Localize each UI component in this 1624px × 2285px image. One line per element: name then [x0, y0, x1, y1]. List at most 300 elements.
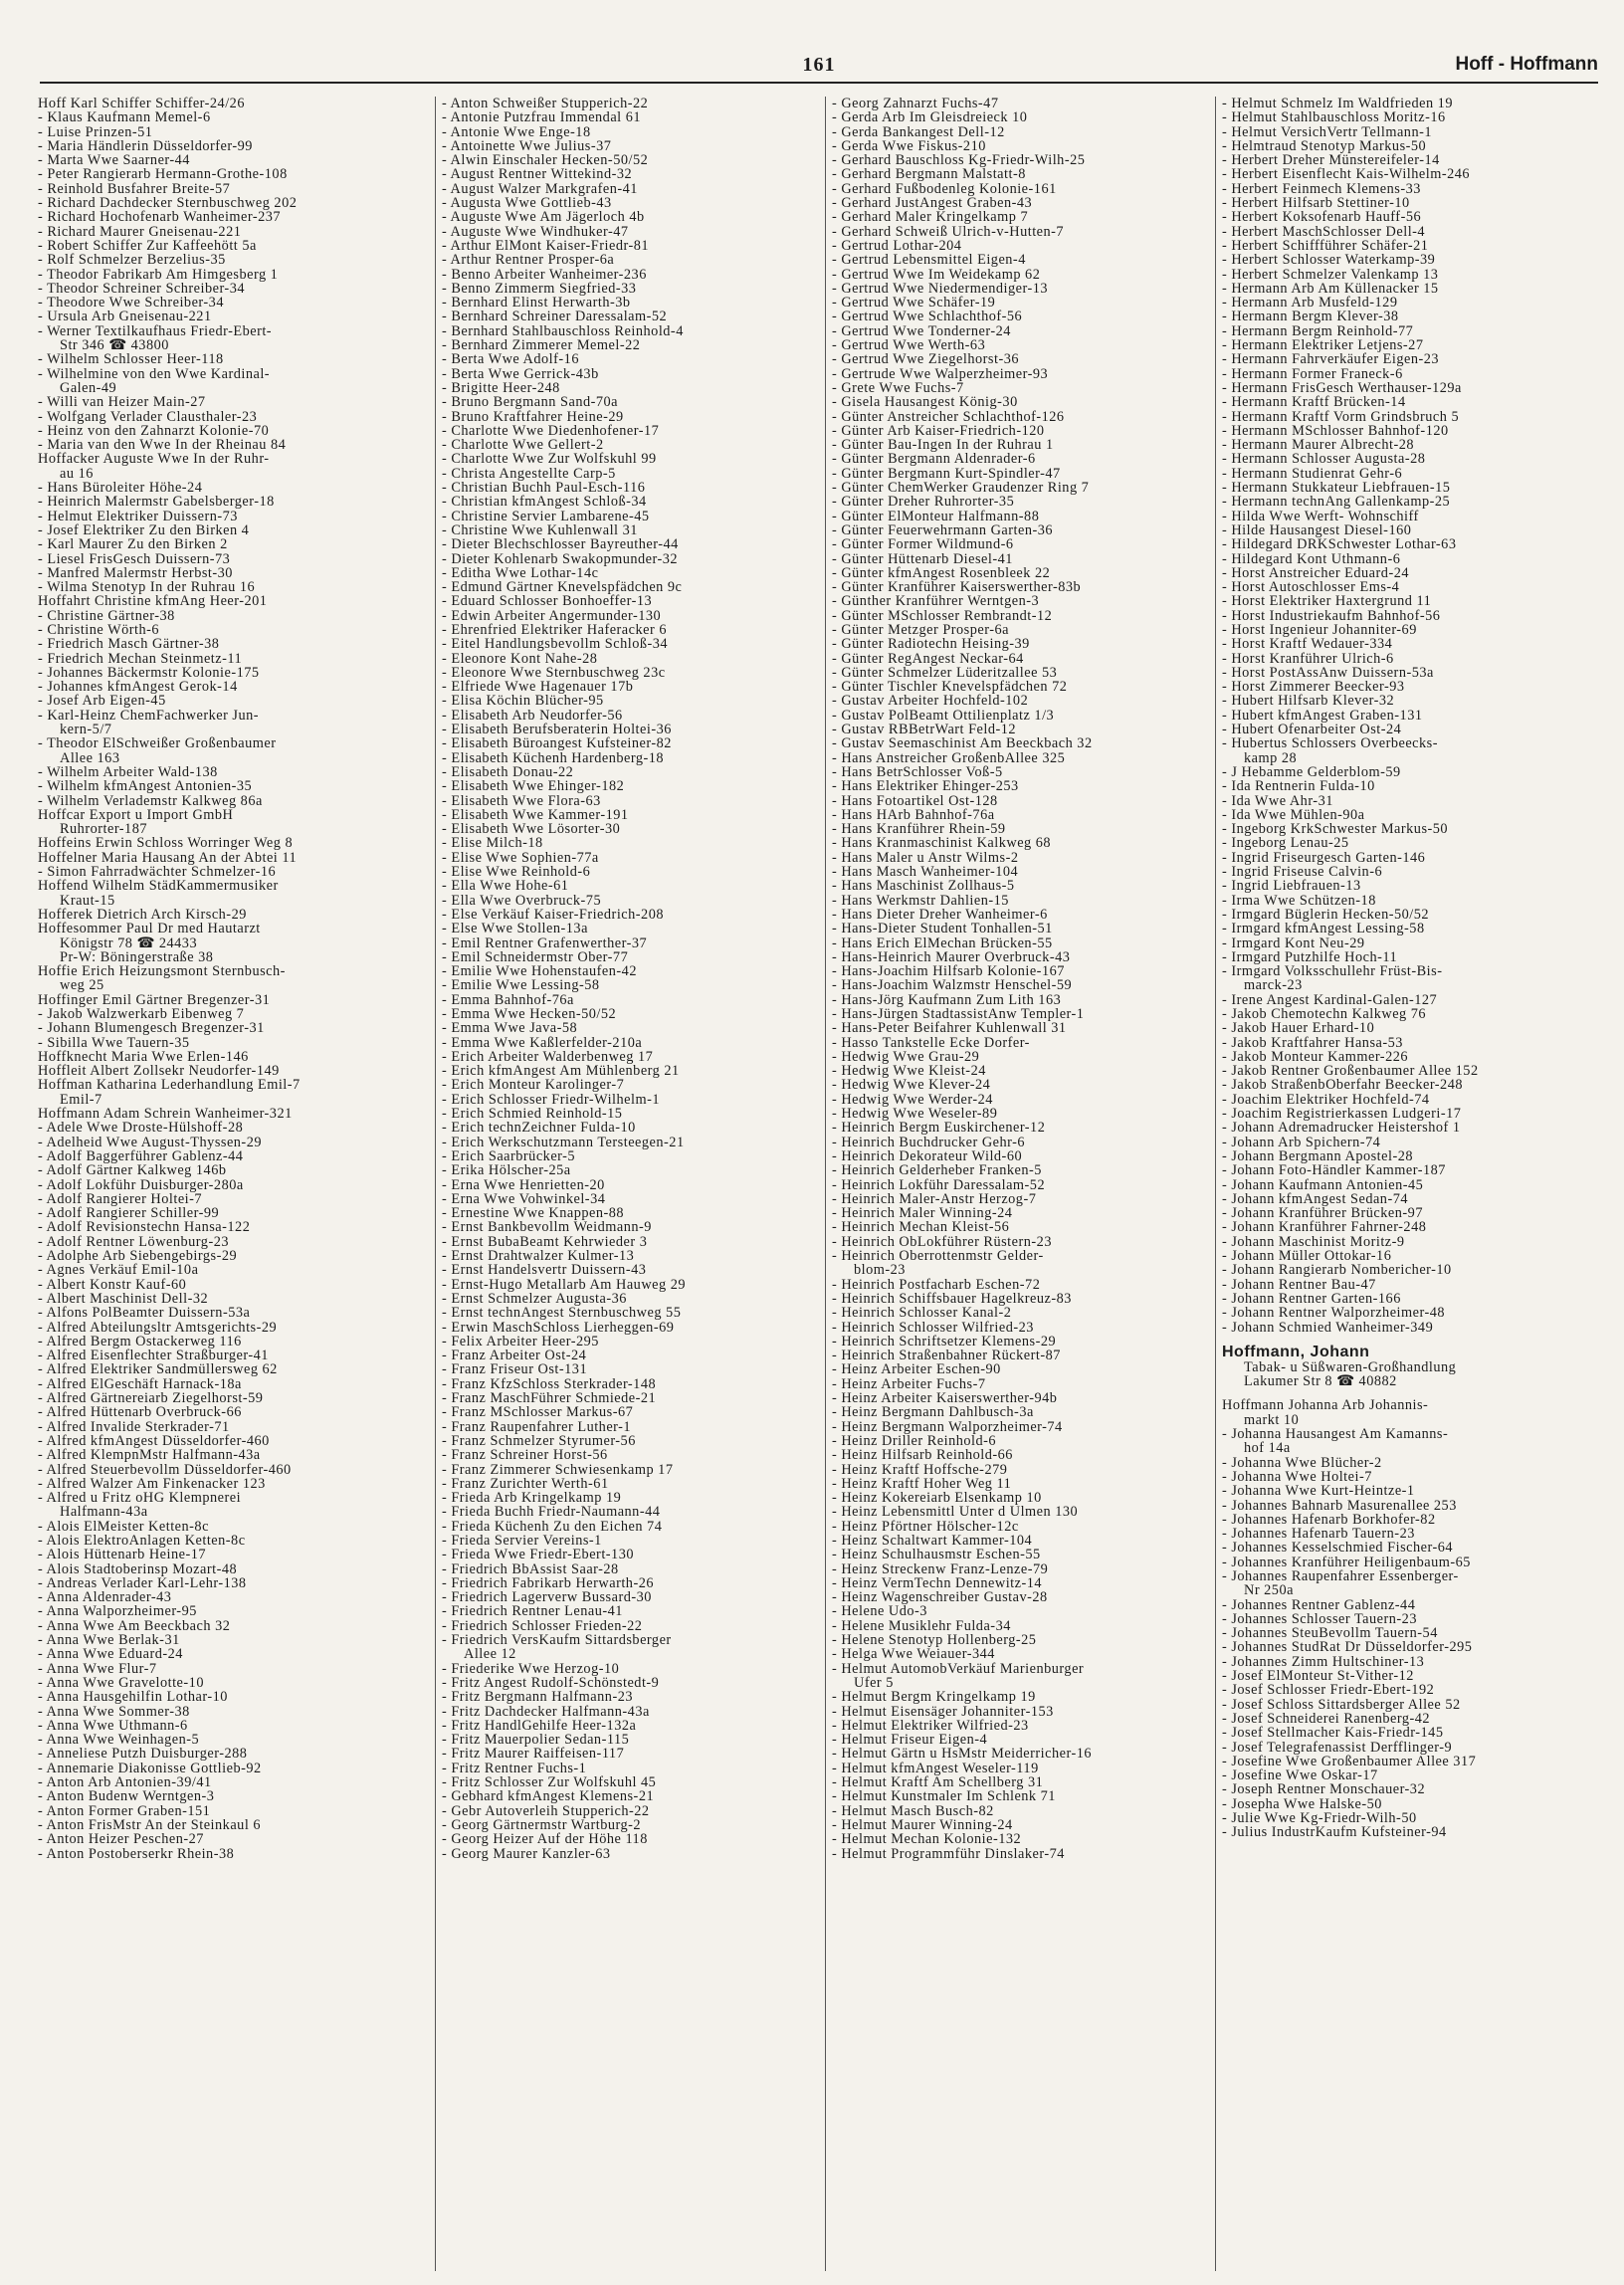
directory-entry: - Hermann Arb Musfeld-129	[1222, 295, 1398, 312]
directory-entry: - Ingrid Friseurgesch Garten-146	[1222, 849, 1426, 866]
directory-entry: - Günter Bergmann Aldenrader-6	[832, 451, 1036, 468]
directory-entry: - Erich technZeichner Fulda-10	[442, 1120, 636, 1137]
directory-entry: - Johannes Schlosser Tauern-23	[1222, 1610, 1417, 1627]
directory-entry: - Ida Wwe Ahr-31	[1222, 792, 1333, 809]
directory-entry: - Karl-Heinz ChemFachwerker Jun-	[38, 707, 260, 724]
directory-entry: - Ingrid Liebfrauen-13	[1222, 878, 1361, 895]
directory-entry: - Christian kfmAngest Schloß-34	[442, 494, 647, 511]
directory-entry: au 16	[60, 465, 94, 482]
directory-entry: - Adolf Rangierer Holtei-7	[38, 1190, 203, 1207]
directory-entry: - Gisela Hausangest König-30	[832, 394, 1018, 411]
directory-entry: Hoffman Katharina Lederhandlung Emil-7	[38, 1077, 301, 1094]
directory-entry: - Fritz Rentner Fuchs-1	[442, 1760, 587, 1776]
directory-entry: - Emil Rentner Grafenwerther-37	[442, 935, 648, 951]
directory-entry: - Frieda Küchenh Zu den Eichen 74	[442, 1518, 663, 1535]
directory-entry: - Herbert MaschSchlosser Dell-4	[1222, 223, 1426, 240]
directory-entry: - Heinrich Schriftsetzer Klemens-29	[832, 1333, 1057, 1350]
directory-entry: - Alfred Eisenflechter Straßburger-41	[38, 1348, 269, 1364]
directory-entry: - Josefine Wwe Oskar-17	[1222, 1767, 1378, 1784]
directory-entry: - Hedwig Wwe Klever-24	[832, 1077, 991, 1094]
directory-entry: - Heinrich ObLokführer Rüstern-23	[832, 1233, 1052, 1250]
directory-entry: - Alfred Bergm Ostackerweg 116	[38, 1333, 242, 1350]
directory-entry: Hofferek Dietrich Arch Kirsch-29	[38, 906, 247, 923]
directory-entry: - Johann Kaufmann Antonien-45	[1222, 1176, 1424, 1193]
directory-entry: - Eleonore Wwe Sternbuschweg 23c	[442, 664, 666, 681]
directory-entry: - Ursula Arb Gneisenau-221	[38, 309, 212, 325]
directory-entry: - Franz Arbeiter Ost-24	[442, 1348, 587, 1364]
directory-entry: - Günter Hüttenarb Diesel-41	[832, 550, 1013, 567]
directory-entry: - Willi van Heizer Main-27	[38, 394, 206, 411]
directory-entry: - Erich Monteur Karolinger-7	[442, 1077, 625, 1094]
directory-entry: - Anton Arb Antonien-39/41	[38, 1774, 212, 1791]
directory-entry: - Gerhard JustAngest Graben-43	[832, 195, 1033, 212]
directory-entry: - Heinrich Gelderheber Franken-5	[832, 1162, 1042, 1179]
directory-entry: Ufer 5	[854, 1674, 894, 1691]
directory-entry: - Reinhold Busfahrer Breite-57	[38, 180, 231, 197]
directory-entry: - Edwin Arbeiter Angermunder-130	[442, 607, 662, 624]
directory-entry: - Heinrich Oberrottenmstr Gelder-	[832, 1248, 1044, 1265]
directory-entry: - Hans-Jörg Kaufmann Zum Lith 163	[832, 991, 1062, 1008]
directory-entry: - Günter Bergmann Kurt-Spindler-47	[832, 465, 1061, 482]
directory-entry: - Alois ElMeister Ketten-8c	[38, 1518, 209, 1535]
directory-entry: - Heinz Lebensmittl Unter d Ulmen 130	[832, 1504, 1079, 1521]
directory-entry: - Eleonore Kont Nahe-28	[442, 650, 598, 667]
directory-entry: - Horst Industriekaufm Bahnhof-56	[1222, 607, 1441, 624]
directory-entry: - Ernst Schmelzer Augusta-36	[442, 1290, 627, 1307]
directory-entry: - Jakob Rentner Großenbaumer Allee 152	[1222, 1063, 1479, 1080]
directory-entry: Lakumer Str 8 ☎ 40882	[1244, 1373, 1397, 1390]
directory-entry: - Ernst Drahtwalzer Kulmer-13	[442, 1248, 635, 1265]
directory-entry: - Irene Angest Kardinal-Galen-127	[1222, 991, 1438, 1008]
directory-entry: - Elisabeth Donau-22	[442, 763, 574, 780]
directory-entry: - Heinz Pförtner Hölscher-12c	[832, 1518, 1019, 1535]
directory-entry: - Irmgard Kont Neu-29	[1222, 935, 1365, 951]
directory-entry: - Johannes StudRat Dr Düsseldorfer-295	[1222, 1639, 1473, 1656]
directory-entry: - Frieda Servier Vereins-1	[442, 1532, 602, 1549]
directory-entry: - Elisabeth Büroangest Kufsteiner-82	[442, 735, 672, 752]
directory-entry: Hoffmann, Johann	[1222, 1343, 1370, 1360]
directory-entry: - Franz KfzSchloss Sterkrader-148	[442, 1375, 657, 1392]
directory-entry: - Hedwig Wwe Grau-29	[832, 1048, 980, 1065]
directory-entry: - Anton Budenw Werntgen-3	[38, 1788, 215, 1805]
directory-entry: - Emilie Wwe Lessing-58	[442, 977, 600, 994]
directory-entry: - Hilde Hausangest Diesel-160	[1222, 521, 1412, 538]
directory-column-3	[825, 97, 1214, 2271]
directory-entry: - Auguste Wwe Windhuker-47	[442, 223, 629, 240]
directory-entry: - Günther Kranführer Werntgen-3	[832, 593, 1040, 610]
directory-entry: - Josef Stellmacher Kais-Friedr-145	[1222, 1725, 1444, 1742]
directory-entry: - Edmund Gärtner Knevelspfädchen 9c	[442, 579, 683, 596]
directory-entry: Hoffknecht Maria Wwe Erlen-146	[38, 1048, 249, 1065]
directory-entry: - Gertrud Wwe Schlachthof-56	[832, 309, 1023, 325]
directory-entry: - Franz Schmelzer Styrumer-56	[442, 1432, 636, 1449]
directory-entry: - Jakob StraßenbOberfahr Beecker-248	[1222, 1077, 1464, 1094]
directory-entry: Galen-49	[60, 379, 117, 396]
directory-entry: - Hans-Dieter Student Tonhallen-51	[832, 921, 1053, 937]
directory-entry: - Theodor Fabrikarb Am Himgesberg 1	[38, 266, 279, 283]
directory-entry: - Ernst technAngest Sternbuschweg 55	[442, 1305, 682, 1322]
directory-entry: - Adolf Rentner Löwenburg-23	[38, 1233, 230, 1250]
directory-entry: - Johann Schmied Wanheimer-349	[1222, 1319, 1434, 1336]
directory-entry: - Hans Kranführer Rhein-59	[832, 821, 1006, 838]
directory-entry: - Hubert Ofenarbeiter Ost-24	[1222, 722, 1402, 738]
directory-entry: - Ernst Bankbevollm Weidmann-9	[442, 1219, 652, 1236]
directory-entry: - Helmut Kraftf Am Schellberg 31	[832, 1774, 1044, 1791]
directory-entry: - Anneliese Putzh Duisburger-288	[38, 1746, 248, 1763]
directory-entry: - Bernhard Schreiner Daressalam-52	[442, 309, 668, 325]
directory-entry: - Elise Wwe Reinhold-6	[442, 864, 591, 881]
directory-entry: - August Walzer Markgrafen-41	[442, 180, 638, 197]
directory-entry: marck-23	[1244, 977, 1303, 994]
directory-entry: - Eitel Handlungsbevollm Schloß-34	[442, 636, 669, 653]
directory-entry: - Theodore Wwe Schreiber-34	[38, 295, 224, 312]
directory-entry: - Hubert Hilfsarb Klever-32	[1222, 693, 1395, 710]
directory-entry: - Hermann Schlosser Augusta-28	[1222, 451, 1426, 468]
directory-entry: - Hermann Maurer Albrecht-28	[1222, 437, 1415, 454]
directory-entry: - Joachim Elektriker Hochfeld-74	[1222, 1091, 1430, 1108]
directory-entry: - Charlotte Wwe Diedenhofener-17	[442, 422, 660, 439]
directory-entry: - Alfred kfmAngest Düsseldorfer-460	[38, 1432, 270, 1449]
directory-entry: - Helmut Mechan Kolonie-132	[832, 1831, 1022, 1848]
directory-entry: - Richard Hochofenarb Wanheimer-237	[38, 209, 282, 226]
directory-entry: - Ella Wwe Hohe-61	[442, 878, 569, 895]
directory-entry: - Gertrud Wwe Tonderner-24	[832, 322, 1011, 339]
directory-entry: - Wilhelm Verlademstr Kalkweg 86a	[38, 792, 263, 809]
directory-entry: - Heinrich Maler-Anstr Herzog-7	[832, 1190, 1037, 1207]
directory-entry: - Jakob Kraftfahrer Hansa-53	[1222, 1034, 1403, 1051]
directory-entry: - Hans-Peter Beifahrer Kuhlenwall 31	[832, 1020, 1067, 1037]
directory-entry: - Wilhelm Arbeiter Wald-138	[38, 763, 218, 780]
directory-entry: Allee 12	[464, 1646, 516, 1663]
directory-entry: - Hermann Kraftf Vorm Grindsbruch 5	[1222, 408, 1460, 425]
directory-entry: Hoffahrt Christine kfmAng Heer-201	[38, 593, 268, 610]
directory-entry: - Irmgard kfmAngest Lessing-58	[1222, 921, 1425, 937]
directory-entry: - Simon Fahrradwächter Schmelzer-16	[38, 864, 277, 881]
directory-entry: - Manfred Malermstr Herbst-30	[38, 564, 233, 581]
directory-entry: - Adelheid Wwe August-Thyssen-29	[38, 1134, 262, 1150]
directory-entry: - Johannes Bahnarb Masurenallee 253	[1222, 1497, 1457, 1514]
directory-entry: Pr-W: Böningerstraße 38	[60, 948, 214, 965]
directory-entry: - Heinrich Buchdrucker Gehr-6	[832, 1134, 1026, 1150]
directory-entry: - Gertrud Wwe Niedermendiger-13	[832, 280, 1049, 297]
directory-entry: - Franz MaschFührer Schmiede-21	[442, 1390, 657, 1407]
directory-entry: - Adolphe Arb Siebengebirgs-29	[38, 1248, 238, 1265]
directory-entry: Hoffmann Johanna Arb Johannis-	[1222, 1397, 1429, 1414]
directory-entry: - Johannes Kranführer Heiligenbaum-65	[1222, 1554, 1471, 1570]
directory-entry: - Ida Rentnerin Fulda-10	[1222, 778, 1375, 795]
directory-entry: - Johannes Hafenarb Borkhofer-82	[1222, 1511, 1436, 1528]
directory-entry: - Helmut Maurer Winning-24	[832, 1816, 1013, 1833]
directory-entry: - Bruno Bergmann Sand-70a	[442, 394, 619, 411]
directory-entry: - Josef Schneiderei Ranenberg-42	[1222, 1710, 1431, 1727]
directory-entry: - Hans Dieter Dreher Wanheimer-6	[832, 906, 1048, 923]
directory-entry: - Werner Textilkaufhaus Friedr-Ebert-	[38, 322, 273, 339]
directory-entry: - Günter ChemWerker Graudenzer Ring 7	[832, 480, 1090, 497]
directory-entry: - Helmut Gärtn u HsMstr Meiderricher-16	[832, 1746, 1093, 1763]
directory-entry: - Richard Dachdecker Sternbuschweg 202	[38, 195, 298, 212]
directory-entry: - Erna Wwe Henrietten-20	[442, 1176, 605, 1193]
directory-entry: - Gertrud Wwe Ziegelhorst-36	[832, 351, 1020, 368]
directory-entry: - Hermann Kraftf Brücken-14	[1222, 394, 1406, 411]
directory-entry: - Günter ElMonteur Halfmann-88	[832, 508, 1040, 524]
directory-entry: - Antonie Putzfrau Immendal 61	[442, 109, 642, 126]
directory-entry: - Emma Wwe Hecken-50/52	[442, 1006, 617, 1022]
directory-entry: - Maria Händlerin Düsseldorfer-99	[38, 137, 253, 154]
directory-entry: - Gebr Autoverleih Stupperich-22	[442, 1802, 650, 1819]
directory-entry: - Alfred Elektriker Sandmüllersweg 62	[38, 1361, 278, 1378]
directory-entry: Kraut-15	[60, 892, 115, 909]
directory-entry: - Horst PostAssAnw Duissern-53a	[1222, 664, 1434, 681]
directory-entry: - Herbert Feinmech Klemens-33	[1222, 180, 1421, 197]
directory-entry: - Hermann FrisGesch Werthauser-129a	[1222, 379, 1462, 396]
directory-entry: - Alfred KlempnMstr Halfmann-43a	[38, 1447, 261, 1464]
directory-entry: - Gebhard kfmAngest Klemens-21	[442, 1788, 655, 1805]
directory-entry: - Richard Maurer Gneisenau-221	[38, 223, 242, 240]
directory-entry: - Alfred ElGeschäft Harnack-18a	[38, 1375, 242, 1392]
directory-entry: - Elisabeth Küchenh Hardenberg-18	[442, 749, 665, 766]
directory-entry: - Hans Anstreicher GroßenbAllee 325	[832, 749, 1066, 766]
directory-entry: - Helmut Programmführ Dinslaker-74	[832, 1845, 1065, 1862]
directory-entry: - Anna Wwe Berlak-31	[38, 1632, 180, 1649]
directory-entry: - Johanna Wwe Kurt-Heintze-1	[1222, 1483, 1415, 1500]
directory-entry: - Heinrich Straßenbahner Rückert-87	[832, 1348, 1061, 1364]
directory-entry: - Hans Kranmaschinist Kalkweg 68	[832, 835, 1052, 852]
directory-entry: - Franz Raupenfahrer Luther-1	[442, 1418, 632, 1435]
directory-entry: - Augusta Wwe Gottlieb-43	[442, 195, 612, 212]
directory-entry: - Frieda Arb Kringelkamp 19	[442, 1490, 622, 1507]
directory-entry: Hoffleit Albert Zollsekr Neudorfer-149	[38, 1063, 280, 1080]
directory-entry: - Georg Heizer Auf der Höhe 118	[442, 1831, 648, 1848]
directory-entry: - Anna Wwe Sommer-38	[38, 1703, 190, 1720]
directory-entry: - Christa Angestellte Carp-5	[442, 465, 616, 482]
directory-entry: - Heinz Bergmann Walporzheimer-74	[832, 1418, 1063, 1435]
directory-entry: - Hans Werkmstr Dahlien-15	[832, 892, 1009, 909]
directory-entry: - Peter Rangierarb Hermann-Grothe-108	[38, 166, 288, 183]
directory-entry: - Irmgard Putzhilfe Hoch-11	[1222, 948, 1398, 965]
directory-entry: - Horst Kraftf Wedauer-334	[1222, 636, 1393, 653]
directory-entry: - Johann kfmAngest Sedan-74	[1222, 1190, 1409, 1207]
directory-entry: - Helene Udo-3	[832, 1603, 927, 1620]
directory-entry: - Gertrud Wwe Im Weidekamp 62	[832, 266, 1041, 283]
directory-entry: - Ernst BubaBeamt Kehrwieder 3	[442, 1233, 648, 1250]
directory-entry: - Heinz Streckenw Franz-Lenze-79	[832, 1560, 1049, 1577]
directory-entry: - Erna Wwe Vohwinkel-34	[442, 1190, 606, 1207]
directory-entry: - Irma Wwe Schützen-18	[1222, 892, 1376, 909]
directory-entry: - Jakob Chemotechn Kalkweg 76	[1222, 1006, 1427, 1022]
directory-entry: - Heinz Hilfsarb Reinhold-66	[832, 1447, 1013, 1464]
directory-entry: - Hilda Wwe Werft- Wohnschiff	[1222, 508, 1419, 524]
directory-entry: - Fritz Mauerpolier Sedan-115	[442, 1732, 630, 1749]
directory-entry: - Josef Telegrafenassist Derfflinger-9	[1222, 1739, 1453, 1756]
directory-entry: - Johann Blumengesch Bregenzer-31	[38, 1020, 265, 1037]
directory-entry: Hoffinger Emil Gärtner Bregenzer-31	[38, 991, 271, 1008]
directory-entry: - Fritz HandlGehilfe Heer-132a	[442, 1717, 637, 1734]
directory-entry: - Alfred Hüttenarb Overbruck-66	[38, 1404, 242, 1421]
directory-entry: Hoffend Wilhelm StädKammermusiker	[38, 878, 279, 895]
directory-entry: Allee 163	[60, 749, 120, 766]
directory-entry: - Arthur ElMont Kaiser-Friedr-81	[442, 237, 649, 254]
directory-entry: - Emma Bahnhof-76a	[442, 991, 574, 1008]
directory-entry: - Ernestine Wwe Knappen-88	[442, 1205, 625, 1222]
directory-entry: - Christian Buchh Paul-Esch-116	[442, 480, 646, 497]
directory-entry: - Editha Wwe Lothar-14c	[442, 564, 599, 581]
directory-entry: - Heinz Arbeiter Fuchs-7	[832, 1375, 986, 1392]
directory-entry: - Helmut kfmAngest Weseler-119	[832, 1760, 1039, 1776]
directory-entry: Hoffelner Maria Hausang An der Abtei 11	[38, 849, 298, 866]
directory-entry: - Franz Friseur Ost-131	[442, 1361, 588, 1378]
directory-entry: - Adele Wwe Droste-Hülshoff-28	[38, 1120, 244, 1137]
directory-entry: - Else Verkäuf Kaiser-Friedrich-208	[442, 906, 664, 923]
directory-entry: - Helmut AutomobVerkäuf Marienburger	[832, 1660, 1085, 1677]
directory-entry: - Bernhard Elinst Herwarth-3b	[442, 295, 631, 312]
directory-entry: - Fritz Angest Rudolf-Schönstedt-9	[442, 1674, 660, 1691]
directory-entry: - Arthur Rentner Prosper-6a	[442, 252, 615, 269]
directory-entry: - Gertrud Wwe Werth-63	[832, 337, 986, 354]
directory-entry: - Anton Postoberserkr Rhein-38	[38, 1845, 235, 1862]
directory-entry: - Herbert Dreher Münstereifeler-14	[1222, 152, 1440, 169]
directory-entry: - Herbert Schlosser Waterkamp-39	[1222, 252, 1436, 269]
directory-entry: - Hasso Tankstelle Ecke Dorfer-	[832, 1034, 1030, 1051]
directory-entry: - Heinz VermTechn Dennewitz-14	[832, 1574, 1043, 1591]
directory-entry: - Jakob Monteur Kammer-226	[1222, 1048, 1409, 1065]
directory-entry: - Josefine Wwe Großenbaumer Allee 317	[1222, 1753, 1477, 1769]
directory-entry: - Julie Wwe Kg-Friedr-Wilh-50	[1222, 1810, 1417, 1827]
directory-entry: - Heinrich Schlosser Wilfried-23	[832, 1319, 1034, 1336]
directory-entry: - Herbert Schmelzer Valenkamp 13	[1222, 266, 1439, 283]
directory-entry: - Bernhard Stahlbauschloss Reinhold-4	[442, 322, 684, 339]
directory-entry: - Erich Saarbrücker-5	[442, 1147, 576, 1164]
directory-entry: - Georg Maurer Kanzler-63	[442, 1845, 611, 1862]
directory-entry: - Heinz Schulhausmstr Eschen-55	[832, 1547, 1041, 1563]
directory-entry: - Christine Wörth-6	[38, 621, 160, 638]
directory-entry: Hoffeins Erwin Schloss Worringer Weg 8	[38, 835, 294, 852]
directory-entry: Halfmann-43a	[60, 1504, 148, 1521]
directory-entry: - Gustav Seemaschinist Am Beeckbach 32	[832, 735, 1093, 752]
directory-entry: - Helmut VersichVertr Tellmann-1	[1222, 123, 1433, 140]
directory-entry: - Elisabeth Wwe Lösorter-30	[442, 821, 621, 838]
directory-entry: - Hubertus Schlossers Overbeecks-	[1222, 735, 1438, 752]
directory-entry: - Joseph Rentner Monschauer-32	[1222, 1781, 1426, 1798]
directory-entry: Hoffcar Export u Import GmbH	[38, 806, 234, 823]
directory-entry: - Heinz Kokereiarb Elsenkamp 10	[832, 1490, 1042, 1507]
directory-entry: - Hans-Heinrich Maurer Overbruck-43	[832, 948, 1071, 965]
directory-entry: - Anton FrisMstr An der Steinkaul 6	[38, 1816, 262, 1833]
directory-entry: - Alfred Gärtnereiarb Ziegelhorst-59	[38, 1390, 264, 1407]
directory-entry: - Julius IndustrKaufm Kufsteiner-94	[1222, 1824, 1447, 1841]
directory-entry: - Alfred Walzer Am Finkenacker 123	[38, 1475, 266, 1492]
directory-entry: - Ingeborg KrkSchwester Markus-50	[1222, 821, 1449, 838]
directory-entry: - Anna Wwe Weinhagen-5	[38, 1732, 200, 1749]
directory-entry: - Eduard Schlosser Bonhoeffer-13	[442, 593, 653, 610]
directory-entry: - Fritz Schlosser Zur Wolfskuhl 45	[442, 1774, 657, 1791]
directory-entry: - Bernhard Zimmerer Memel-22	[442, 337, 641, 354]
directory-entry: - Johannes Bäckermstr Kolonie-175	[38, 664, 260, 681]
directory-entry: - Benno Arbeiter Wanheimer-236	[442, 266, 647, 283]
directory-entry: - Hildegard DRKSchwester Lothar-63	[1222, 536, 1457, 553]
directory-entry: - Josef Schlosser Friedr-Ebert-192	[1222, 1682, 1435, 1699]
directory-entry: - Anna Wwe Flur-7	[38, 1660, 157, 1677]
directory-entry: - Hans Büroleiter Höhe-24	[38, 480, 203, 497]
directory-entry: - Dieter Kohlenarb Swakopmunder-32	[442, 550, 679, 567]
directory-entry: Nr 250a	[1244, 1582, 1294, 1599]
directory-entry: - Christine Servier Lambarene-45	[442, 508, 650, 524]
directory-entry: - Elisabeth Arb Neudorfer-56	[442, 707, 623, 724]
directory-entry: - Johann Bergmann Apostel-28	[1222, 1147, 1414, 1164]
directory-entry: - Karl Maurer Zu den Birken 2	[38, 536, 228, 553]
directory-entry: Hoffmann Adam Schrein Wanheimer-321	[38, 1106, 293, 1123]
directory-entry: - Wilhelm Schlosser Heer-118	[38, 351, 224, 368]
directory-entry: - Maria van den Wwe In der Rheinau 84	[38, 437, 287, 454]
directory-entry: - Hans Elektriker Ehinger-253	[832, 778, 1019, 795]
directory-entry: - Heinrich Malermstr Gabelsberger-18	[38, 494, 275, 511]
directory-entry: - Hermann Fahrverkäufer Eigen-23	[1222, 351, 1440, 368]
directory-entry: - Helmut Kunstmaler Im Schlenk 71	[832, 1788, 1056, 1805]
directory-entry: - Christine Wwe Kuhlenwall 31	[442, 521, 638, 538]
directory-entry: - Gerda Wwe Fiskus-210	[832, 137, 986, 154]
directory-entry: - Bruno Kraftfahrer Heine-29	[442, 408, 624, 425]
directory-entry: - Günter Kranführer Kaiserswerther-83b	[832, 579, 1082, 596]
directory-entry: - Johann Rentner Garten-166	[1222, 1290, 1401, 1307]
directory-entry: - Antonie Wwe Enge-18	[442, 123, 591, 140]
directory-entry: - Ingeborg Lenau-25	[1222, 835, 1349, 852]
directory-entry: - Johannes Kesselschmied Fischer-64	[1222, 1540, 1454, 1557]
directory-entry: - Erika Hölscher-25a	[442, 1162, 571, 1179]
directory-entry: - Annemarie Diakonisse Gottlieb-92	[38, 1760, 262, 1776]
directory-entry: - Helene Stenotyp Hollenberg-25	[832, 1632, 1037, 1649]
directory-entry: - Elisabeth Wwe Ehinger-182	[442, 778, 625, 795]
directory-entry: - Irmgard Büglerin Hecken-50/52	[1222, 906, 1430, 923]
directory-entry: - Josef Schloss Sittardsberger Allee 52	[1222, 1696, 1461, 1713]
directory-entry: - Heinrich Postfacharb Eschen-72	[832, 1276, 1041, 1293]
directory-entry: - Anna Wwe Uthmann-6	[38, 1717, 188, 1734]
directory-entry: - Johann Müller Ottokar-16	[1222, 1248, 1392, 1265]
directory-entry: - Friedrich Fabrikarb Herwarth-26	[442, 1574, 655, 1591]
directory-entry: - Günter MSchlosser Rembrandt-12	[832, 607, 1053, 624]
directory-entry: - Elisa Köchin Blücher-95	[442, 693, 604, 710]
directory-entry: - Johann Rentner Bau-47	[1222, 1276, 1376, 1293]
directory-entry: - Heinz Schaltwart Kammer-104	[832, 1532, 1033, 1549]
directory-entry: - Friedrich VersKaufm Sittardsberger	[442, 1632, 672, 1649]
directory-entry: - Felix Arbeiter Heer-295	[442, 1333, 599, 1350]
directory-entry: Tabak- u Süßwaren-Großhandlung	[1244, 1358, 1457, 1375]
directory-entry: - Alois Stadtoberinsp Mozart-48	[38, 1560, 238, 1577]
directory-entry: - Alfred Invalide Sterkrader-71	[38, 1418, 230, 1435]
directory-entry: - Hermann Studienrat Gehr-6	[1222, 465, 1403, 482]
directory-entry: - Anna Wwe Am Beeckbach 32	[38, 1617, 231, 1634]
directory-entry: - Hans-Joachim Hilfsarb Kolonie-167	[832, 963, 1065, 980]
directory-entry: - Johannes Rentner Gablenz-44	[1222, 1596, 1416, 1613]
directory-entry: - Anton Schweißer Stupperich-22	[442, 97, 649, 111]
directory-entry: - Heinz Wagenschreiber Gustav-28	[832, 1589, 1048, 1606]
directory-entry: - Dieter Blechschlosser Bayreuther-44	[442, 536, 679, 553]
directory-entry: - Hubert kfmAngest Graben-131	[1222, 707, 1423, 724]
directory-entry: - Hans Fotoartikel Ost-128	[832, 792, 998, 809]
directory-entry: - Friedrich BbAssist Saar-28	[442, 1560, 619, 1577]
directory-entry: weg 25	[60, 977, 104, 994]
directory-entry: - Georg Zahnarzt Fuchs-47	[832, 97, 999, 111]
directory-entry: - Horst Zimmerer Beecker-93	[1222, 679, 1405, 696]
directory-entry: - Frieda Wwe Friedr-Ebert-130	[442, 1547, 634, 1563]
directory-entry: - Friedrich Schlosser Frieden-22	[442, 1617, 643, 1634]
directory-entry: - Franz Zimmerer Schwiesenkamp 17	[442, 1461, 674, 1478]
directory-entry: - Helene Musiklehr Fulda-34	[832, 1617, 1011, 1634]
directory-entry: Ruhrorter-187	[60, 821, 148, 838]
directory-entry: - Johannes Hafenarb Tauern-23	[1222, 1526, 1415, 1543]
directory-entry: - Helmut Friseur Eigen-4	[832, 1732, 988, 1749]
directory-entry: - Frieda Buchh Friedr-Naumann-44	[442, 1504, 661, 1521]
directory-entry: - Jakob Walzwerkarb Eibenweg 7	[38, 1006, 245, 1022]
directory-entry: - Rolf Schmelzer Berzelius-35	[38, 252, 226, 269]
